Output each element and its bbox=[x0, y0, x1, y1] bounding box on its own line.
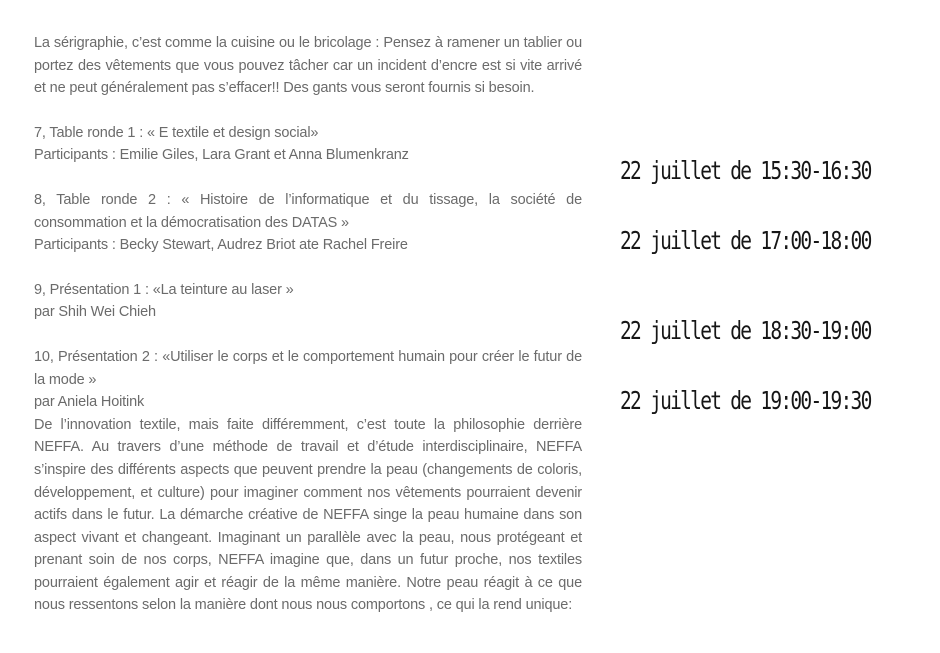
event-9 bbox=[34, 279, 582, 324]
event-7-time: 22 juillet de 15:30-16:30 bbox=[620, 156, 871, 185]
event-10-speaker: par Aniela Hoitink bbox=[34, 394, 145, 411]
event-10-time: 22 juillet de 19:00-19:30 bbox=[620, 386, 871, 415]
event-9-speaker: par Shih Wei Chieh bbox=[34, 304, 156, 321]
event-8 bbox=[34, 189, 582, 257]
event-9-title: 9, Présentation 1 : «La teinture au laser » bbox=[34, 281, 294, 298]
event-10 bbox=[34, 346, 582, 617]
event-10-title: 10, Présentation 2 : «Utiliser le corps et le comportement humain pour créer le futur de la mode » bbox=[34, 348, 582, 388]
event-7 bbox=[34, 122, 582, 167]
event-8-title: 8, Table ronde 2 : « Histoire de l’informatique et du tissage, la société de consommation et la démocratisation des DATAS » bbox=[34, 191, 582, 231]
intro-paragraph: La sérigraphie, c’est comme la cuisine ou le bricolage : Pensez à ramener un tablier ou portez des vêtements que vous pouvez tâcher car un incident d’encre est si vite arrivé et ne peut généralement pas s’effacer!! Des gants vous seront fournis si besoin. bbox=[34, 35, 582, 97]
event-8-participants: Participants : Becky Stewart, Audrez Briot ate Rachel Freire bbox=[34, 237, 408, 254]
event-8-time: 22 juillet de 17:00-18:00 bbox=[620, 226, 871, 255]
event-9-time: 22 juillet de 18:30-19:00 bbox=[620, 316, 871, 345]
event-7-participants: Participants : Emilie Giles, Lara Grant et Anna Blumenkranz bbox=[34, 147, 409, 164]
event-7-title: 7, Table ronde 1 : « E textile et design social» bbox=[34, 124, 319, 141]
event-10-description: De l’innovation textile, mais faite différemment, c’est toute la philosophie derrière NEFFA. Au travers d’une méthode de travail et d’étude interdisciplinaire, NEFFA s’inspire des différents aspects que peuvent prendre la peau (changements de coloris, développement, et culture) pour imaginer comment nos vêtements pourraient devenir actifs dans le futur. La démarche créative de NEFFA singe la peau humaine dans son aspect vivant et changeant. Imaginant un parallèle avec la peau, nous protégeant et prenant soin de nos corps, NEFFA imagine que, dans un futur proche, nos textiles pourraient également agir et réagir de la même manière. Notre peau réagit à ce que nous ressentons selon la manière dont nous nous comportons , ce qui la rend unique: bbox=[34, 416, 582, 614]
program-text-column bbox=[34, 32, 582, 617]
